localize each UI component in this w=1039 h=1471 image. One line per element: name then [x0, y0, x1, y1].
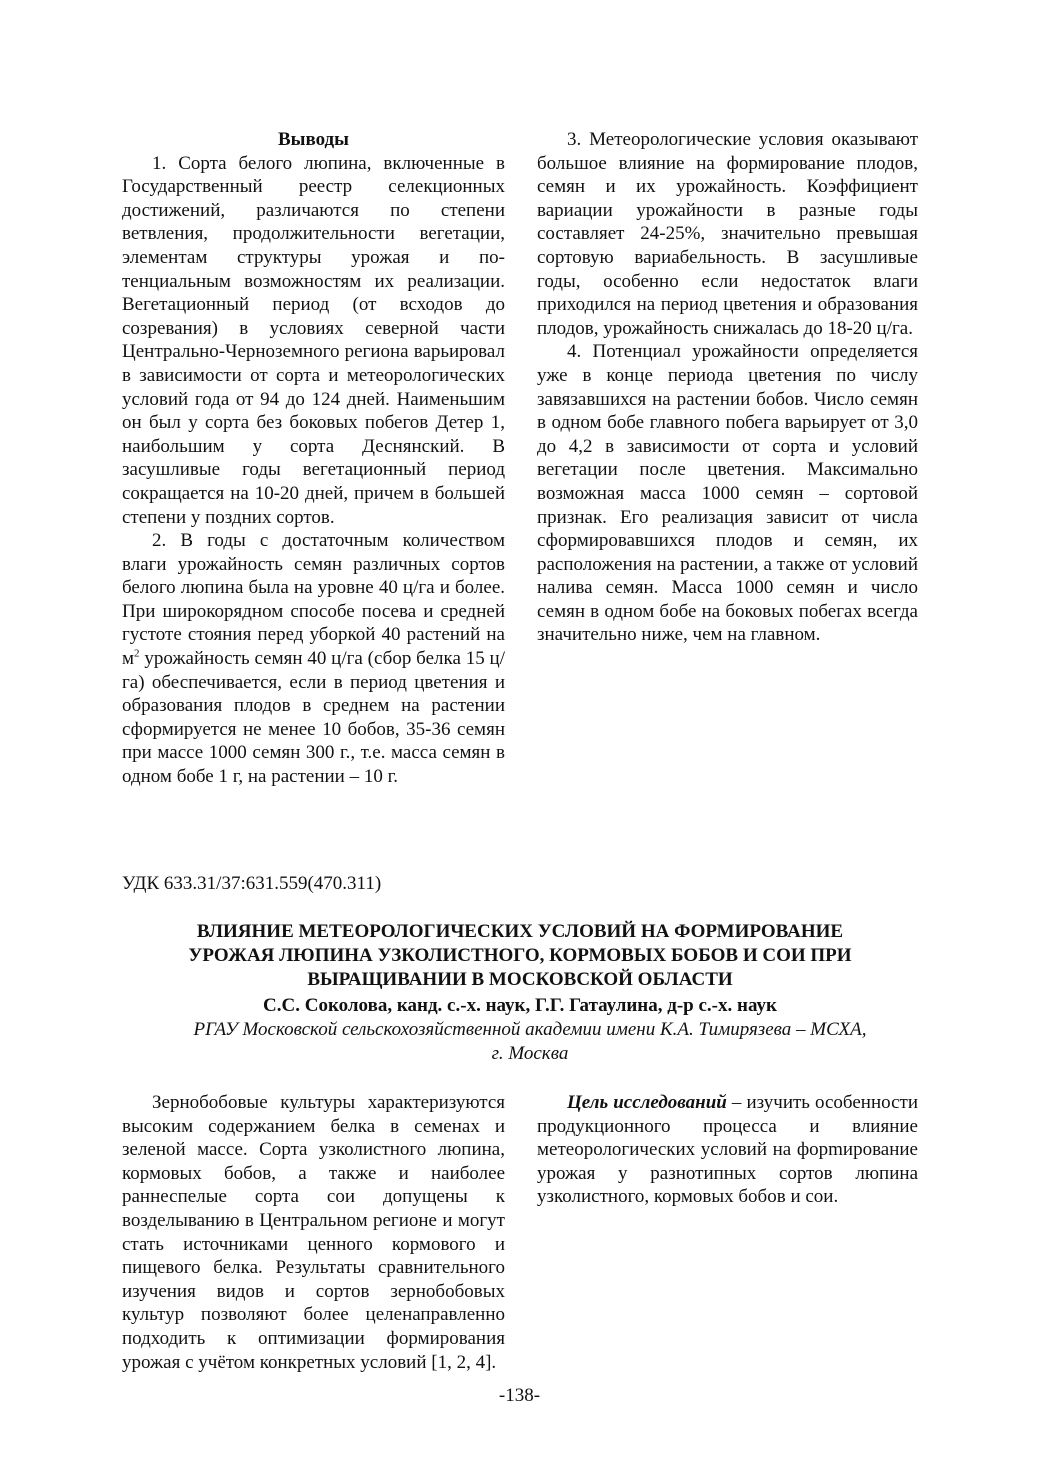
conclusions-column-left — [122, 128, 505, 789]
title-line-3: ВЫРАЩИВАНИИ В МОСКОВСКОЙ ОБЛАСТИ — [307, 969, 733, 990]
affiliation-line-1: РГАУ Московской сельскохозяйственной академии имени К.А. Тимирязева – МСХА, — [193, 1019, 867, 1040]
title-line-1: ВЛИЯНИЕ МЕТЕОРОЛОГИЧЕСКИХ УСЛОВИЙ НА ФОРМИРОВАНИЕ — [196, 921, 844, 942]
article-authors: С.С. Соколова, канд. с.-х. наук, Г.Г. Гатаулина, д-р с.-х. наук — [263, 995, 777, 1016]
article-title — [100, 920, 940, 992]
aim-label: Цель исследований — [567, 1092, 727, 1113]
conclusion-3: 3. Метеорологические условия оказывают большое влияние на формирование плодов, семян и их урожайность. Коэффициент вариации урожайности в разные годы составляет 24-25%, значительно превышая сортовую вариабельность. В засушливые годы, особенно если недостаток влаги приходился на период цветения и образования плодов, урожайность снижалась до 18-20 ц/га. — [537, 129, 918, 339]
conclusion-4: 4. Потенциал урожайности определяется уже в конце периода цветения по числу завязавшихся на растении бобов. Число семян в одном бобе главного побега варьирует от 3,0 до 4,2 в зависимости от сорта и условий вегетации после цветения. Максимально возможная масса 1000 семян – сортовой признак. Его реализация зависит от числа сформировавшихся плодов и семян, их расположения на растении, а также от условий налива семян. Масса 1000 семян и число семян в одном бобе на боковых побегах всегда значительно ниже, чем на главном. — [537, 341, 918, 646]
title-line-2: УРОЖАЯ ЛЮПИНА УЗКОЛИСТНОГО, КОРМОВЫХ БОБОВ И СОИ ПРИ — [188, 945, 852, 966]
intro-paragraph: Зернобобовые культуры характеризуются высоким содержанием белка в семенах и зеленой массе. Сорта узколистного люпина, кормовых бобов, а также и наиболее раннеспелые сорта сои допущены к возделыванию в Центральном регионе и могут стать источниками ценного кормового и пищевого белка. Результаты сравнительного изучения видов и сортов зернобобовых культур позволяют более целенаправленно подходить к оптимизации формирования урожая с учётом конкретных условий [1, 2, 4]. — [122, 1092, 505, 1373]
udc-code: УДК 633.31/37:631.559(470.311) — [122, 873, 382, 894]
affiliation-line-2: г. Москва — [491, 1043, 569, 1064]
conclusions-heading: Выводы — [277, 129, 350, 150]
conclusion-2-part-a: 2. В годы с достаточным количеством влаги урожайность семян различных сортов белого люпина была на уровне 40 ц/га и более. При широкорядном способе посева и средней густоте стояния перед уборкой 40 растений на м — [122, 530, 505, 670]
superscript-2: 2 — [134, 647, 140, 660]
article-body-column-left — [122, 1091, 505, 1374]
article-body-column-right — [537, 1091, 918, 1209]
aim-paragraph — [537, 1091, 918, 1209]
conclusions-column-right — [537, 128, 918, 647]
aim-text: – изучить особенности продукционного процесса и влияние метеорологических условий на форmирование урожая у разнотипных сортов люпина узколистного, кормовых бобов и сои. — [537, 1092, 918, 1208]
conclusion-2-part-b: урожайность семян 40 ц/га (сбор белка 15 ц/га) обеспечивается, если в период цветения и образования плодов в среднем на растении сформируется не менее 10 бобов, 35-36 семян при массе 1000 семян 300 г., т.е. масса семян в одном бобе 1 г, на растении – 10 г. — [122, 648, 505, 788]
conclusion-1: 1. Сорта белого люпина, включенные в Государственный реестр селекционных достижений, различаются по степени ветвления, продолжительности вегетации, элементам структуры урожая и потенциальным возможностям их реализации. Вегетационный период (от всходов до созревания) в условиях северной части Центрально-Черноземного региона варьировал в зависимости от сорта и метеорологических условий года от 94 до 124 дней. Наименьшим он был у сорта без боковых побегов Детер 1, наибольшим у сорта Деснянский. В засушливые годы вегетационный период сокращается на 10-20 дней, причем в большей степени у поздних сортов. — [122, 152, 505, 528]
conclusion-2 — [122, 529, 505, 789]
page-number: -138- — [498, 1385, 541, 1406]
article-affiliation — [140, 1018, 920, 1066]
